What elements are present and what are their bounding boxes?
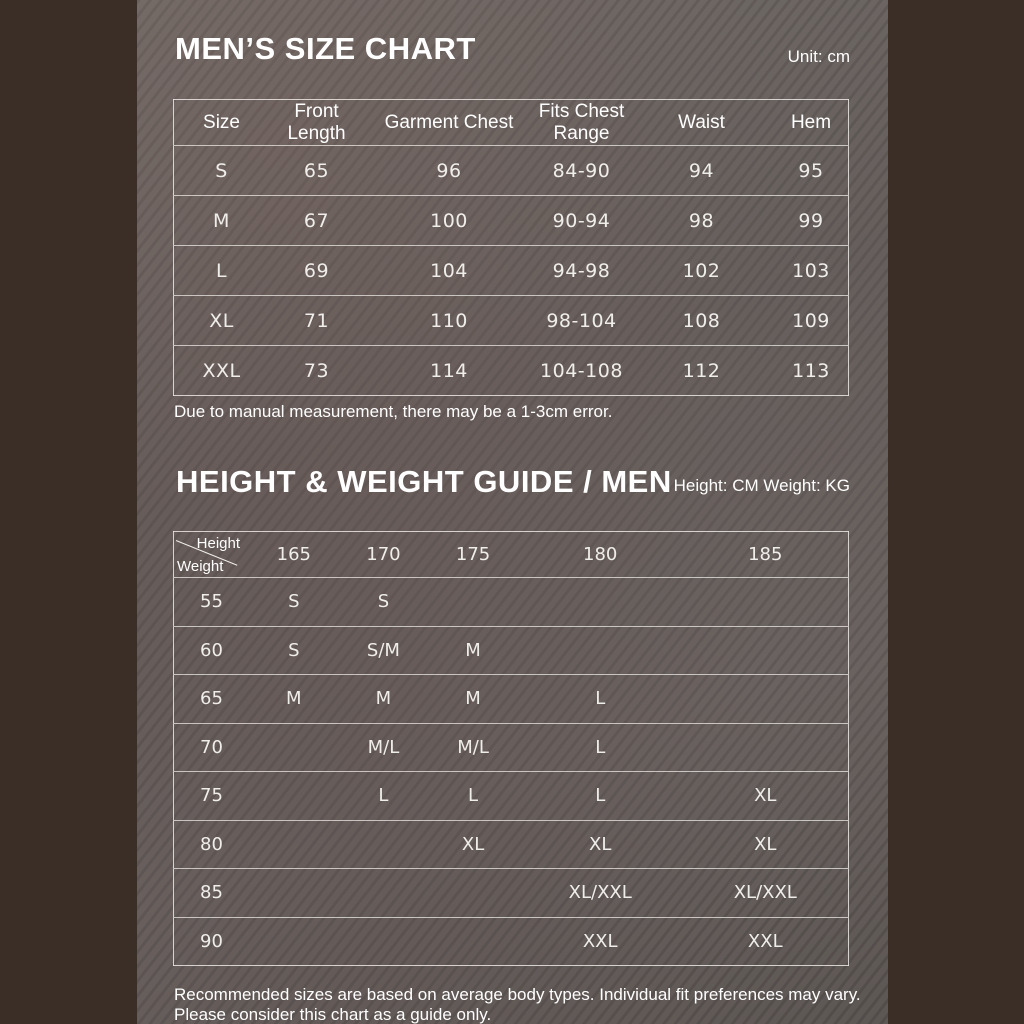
- size-table-cell: 98-104: [534, 296, 629, 346]
- size-table-cell: 94: [629, 146, 774, 196]
- size-table-cell: 113: [792, 359, 830, 382]
- recommended-size-cell: [683, 723, 849, 772]
- size-table-header-row: [174, 100, 849, 146]
- size-table-cell: XL: [174, 296, 270, 346]
- size-table-cell: XXL: [202, 359, 241, 382]
- table-row: [174, 578, 849, 627]
- recommended-size-cell: M: [339, 675, 429, 724]
- recommended-size-cell: [518, 578, 683, 627]
- recommended-size-cell: M: [428, 675, 518, 724]
- recommended-size-cell: L: [518, 723, 683, 772]
- recommended-size-cell: XXL: [747, 930, 783, 952]
- size-table-cell: 94-98: [534, 246, 629, 296]
- size-table-cell: L: [174, 246, 270, 296]
- size-table-cell: 71: [269, 296, 364, 346]
- size-chart-unit: Unit: cm: [787, 47, 850, 66]
- recommended-size-cell: [339, 917, 429, 966]
- table-row: [174, 723, 849, 772]
- recommended-size-cell: XL: [683, 820, 849, 869]
- size-table-cell: S: [174, 146, 270, 196]
- recommended-size-cell: L: [428, 772, 518, 821]
- col-header-waist: Waist: [629, 100, 774, 146]
- height-weight-table: [173, 531, 849, 966]
- size-table-cell: 73: [303, 359, 330, 382]
- recommended-size-cell: [249, 723, 339, 772]
- size-table-cell: 102: [629, 246, 774, 296]
- size-table-cell: 69: [269, 246, 364, 296]
- size-table-cell: 109: [774, 296, 849, 346]
- weight-label-cell: 55: [174, 578, 250, 627]
- hw-table-header-row: [174, 532, 849, 578]
- height-header-185: 185: [683, 532, 849, 578]
- table-row: [174, 869, 849, 918]
- recommended-size-cell: [428, 917, 518, 966]
- footer-note-line1: Recommended sizes are based on average body types. Individual fit preferences may vary.: [174, 985, 861, 1004]
- col-header-hem: Hem: [774, 100, 849, 146]
- size-table-cell: 103: [774, 246, 849, 296]
- weight-label-cell: 70: [174, 723, 250, 772]
- measurement-note: Due to manual measurement, there may be a 1-3cm error.: [174, 402, 613, 421]
- hw-guide-title: HEIGHT & WEIGHT GUIDE / MEN: [176, 464, 672, 499]
- hw-guide-unit: Height: CM Weight: KG: [673, 476, 850, 495]
- size-table-cell: 112: [682, 359, 721, 382]
- recommended-size-cell: XL/XXL: [518, 869, 683, 918]
- size-table-cell: 104-108: [540, 359, 623, 382]
- size-table-cell: 98: [629, 196, 774, 246]
- recommended-size-cell: [339, 820, 429, 869]
- recommended-size-cell: XL/XXL: [683, 869, 849, 918]
- recommended-size-cell: S: [249, 578, 339, 627]
- table-row: [174, 917, 849, 966]
- recommended-size-cell: S: [249, 626, 339, 675]
- recommended-size-cell: L: [518, 675, 683, 724]
- hw-corner-cell: [174, 532, 250, 578]
- size-table-cell: 90-94: [534, 196, 629, 246]
- height-header-170: 170: [339, 532, 429, 578]
- recommended-size-cell: [249, 869, 339, 918]
- size-table-cell: M: [174, 196, 270, 246]
- table-row: [174, 626, 849, 675]
- corner-weight-label: Weight: [177, 558, 224, 575]
- table-row: [174, 196, 849, 246]
- recommended-size-cell: [339, 869, 429, 918]
- recommended-size-cell: M: [249, 675, 339, 724]
- table-row: [174, 346, 849, 396]
- col-header-garment-chest: Garment Chest: [364, 100, 534, 146]
- recommended-size-cell: XXL: [582, 930, 618, 952]
- size-chart-title: MEN’S SIZE CHART: [175, 31, 476, 66]
- size-table-cell: 95: [774, 146, 849, 196]
- table-row: [174, 675, 849, 724]
- weight-label-cell: 75: [174, 772, 250, 821]
- size-chart-panel: [137, 0, 888, 1024]
- weight-label-cell: 60: [174, 626, 250, 675]
- table-row: [174, 296, 849, 346]
- recommended-size-cell: [683, 578, 849, 627]
- table-row: [174, 246, 849, 296]
- height-header-165: 165: [249, 532, 339, 578]
- table-row: [174, 820, 849, 869]
- recommended-size-cell: XL: [518, 820, 683, 869]
- col-header-front-length: Front Length: [269, 100, 364, 146]
- recommended-size-cell: XL: [428, 820, 518, 869]
- recommended-size-cell: M/L: [339, 723, 429, 772]
- col-header-size: Size: [174, 100, 270, 146]
- footer-note-line2: Please consider this chart as a guide only.: [174, 1005, 492, 1024]
- recommended-size-cell: [518, 626, 683, 675]
- weight-label-cell: 90: [200, 930, 223, 952]
- size-table-cell: 108: [629, 296, 774, 346]
- size-table-cell: 96: [364, 146, 534, 196]
- recommended-size-cell: M/L: [428, 723, 518, 772]
- size-table-cell: 99: [774, 196, 849, 246]
- recommended-size-cell: XL: [683, 772, 849, 821]
- recommended-size-cell: S/M: [339, 626, 429, 675]
- height-header-180: 180: [518, 532, 683, 578]
- recommended-size-cell: L: [518, 772, 683, 821]
- size-table-cell: 84-90: [534, 146, 629, 196]
- size-table-cell: 65: [269, 146, 364, 196]
- recommended-size-cell: [249, 917, 339, 966]
- recommended-size-cell: S: [339, 578, 429, 627]
- recommended-size-cell: [683, 626, 849, 675]
- weight-label-cell: 85: [174, 869, 250, 918]
- recommended-size-cell: [428, 869, 518, 918]
- size-table-cell: 67: [269, 196, 364, 246]
- recommended-size-cell: [249, 772, 339, 821]
- table-row: [174, 772, 849, 821]
- recommended-size-cell: [428, 578, 518, 627]
- recommended-size-cell: [683, 675, 849, 724]
- height-header-175: 175: [428, 532, 518, 578]
- size-table-cell: 104: [364, 246, 534, 296]
- recommended-size-cell: [249, 820, 339, 869]
- recommended-size-cell: L: [339, 772, 429, 821]
- table-row: [174, 146, 849, 196]
- size-table-cell: 110: [364, 296, 534, 346]
- size-chart-table: [173, 99, 849, 396]
- weight-label-cell: 65: [174, 675, 250, 724]
- recommended-size-cell: M: [428, 626, 518, 675]
- size-table-cell: 100: [364, 196, 534, 246]
- corner-height-label: Height: [196, 535, 240, 552]
- weight-label-cell: 80: [174, 820, 250, 869]
- size-table-cell: 114: [430, 359, 468, 382]
- col-header-fits-chest-range: Fits Chest Range: [534, 100, 629, 146]
